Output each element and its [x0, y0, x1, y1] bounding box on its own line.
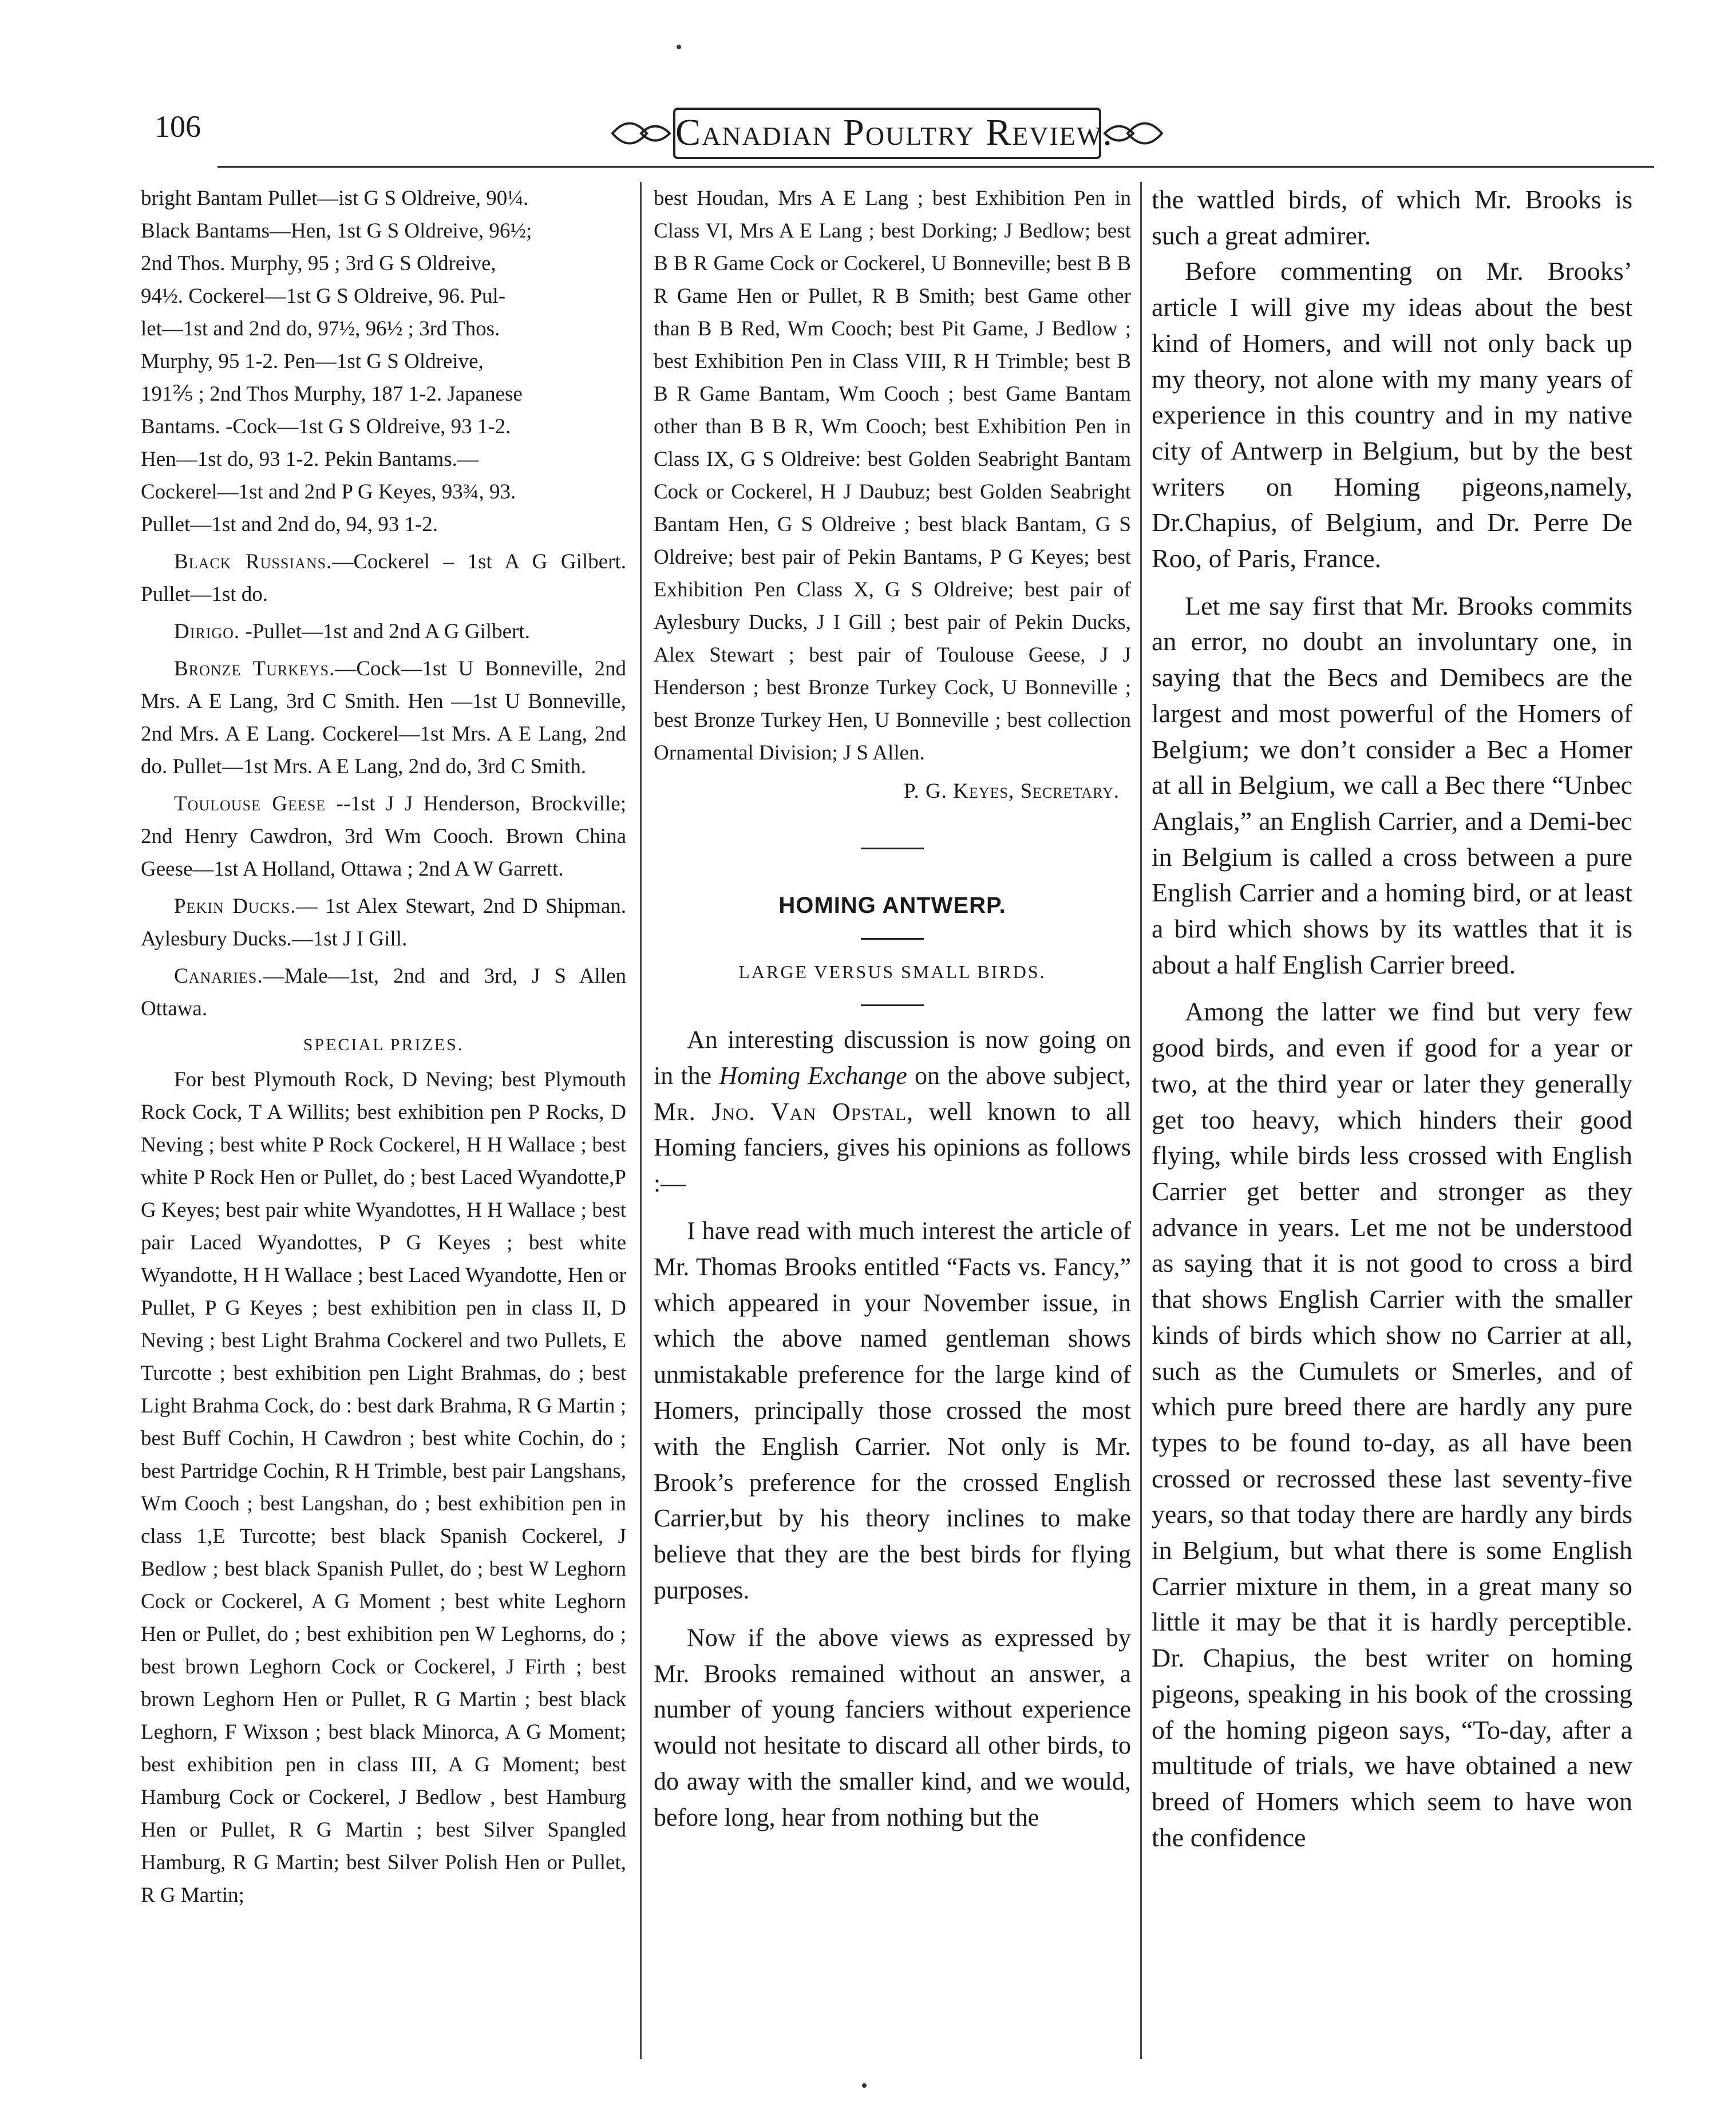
secretary-signature: P. G. Keyes, Secretary. [904, 779, 1120, 803]
bronze-turkeys-entry: Bronze Turkeys.—Cock—1st U Bonneville, 2nd Mrs. A E Lang, 3rd C Smith. Hen —1st U Bonneville, 2nd Mrs. A E Lang. Cockerel—1st Mrs. A E Lang, 2nd do. Pullet—1st Mrs. A E Lang, 2nd do, 3rd C Smith. [141, 657, 626, 778]
article-paragraph: Before commenting on Mr. Brooks’ article I will give my ideas about the best kind of Homers, and will not only back up my theory, not alone with my many years of experience in this country and in my native city of Antwerp in Belgium, but by the best writers on Homing pigeons,namely, Dr.Chapius, of Belgium, and Dr. Perre De Roo, of Paris, France. [1152, 256, 1632, 573]
toulouse-geese-entry: Toulouse Geese --1st J J Henderson, Brockville; 2nd Henry Cawdron, 3rd Wm Cooch. Brown China Geese—1st A Holland, Ottawa ; 2nd A W Garrett. [141, 792, 626, 881]
section-rule [861, 848, 924, 849]
subtitle-rule [861, 1004, 924, 1006]
section-heading: Pekin Ducks. [174, 895, 296, 918]
article-continued-column [1152, 182, 1632, 1855]
middle-column [654, 182, 1131, 1836]
article-subtitle: LARGE VERSUS SMALL BIRDS. [738, 961, 1046, 982]
special-prizes-list: For best Plymouth Rock, D Neving; best Plymouth Rock Cock, T A Willits; best exhibition pen P Rocks, D Neving ; best white P Rock Cockerel, H H Wallace ; best white P Rock Hen or Pullet, do ; best Laced Wyandotte,P G Keyes; best pair white Wyandottes, H H Wallace ; best pair Laced Wyandottes, P G Keyes ; best white Wyandotte, H H Wallace ; best Laced Wyandotte, Hen or Pullet, P G Keyes ; best exhibition pen in class II, D Neving ; best Light Brahma Cockerel and two Pullets, E Turcotte ; best exhibition pen Light Brahmas, do ; best Light Brahma Cock, do : best dark Brahma, R G Martin ; best Buff Cochin, H Cawdron ; best white Cochin, do ; best Partridge Cochin, R H Trimble, best pair Langshans, Wm Cooch ; best Langshan, do ; best exhibition pen in class 1,E Turcotte; best black Spanish Cockerel, J Bedlow ; best black Spanish Pullet, do ; best W Leghorn Cock or Cockerel, A G Moment ; best white Leghorn Hen or Pullet, do ; best exhibition pen W Leghorns, do ; best brown Leghorn Cock or Cockerel, J Firth ; best brown Leghorn Hen or Pullet, R G Martin ; best black Leghorn, F Wixson ; best black Minorca, A G Moment; best exhibition pen in class III, A G Moment; best Hamburg Cock or Cockerel, J Bedlow , best Hamburg Hen or Pullet, R G Martin ; best Silver Spangled Hamburg, R G Martin; best Silver Polish Hen or Pullet, R G Martin; [141, 1068, 626, 1907]
result-line: Black Bantams—Hen, 1st G S Oldreive, 96½; [141, 219, 532, 243]
special-prizes-continued: best Houdan, Mrs A E Lang ; best Exhibition Pen in Class VI, Mrs A E Lang ; best Dorking; J Bedlow; best B B R Game Cock or Cockerel, U Bonneville; best B B R Game Hen or Pullet, R B Smith; best Game other than B B Red, Wm Cooch; best Pit Game, J Bedlow ; best Exhibition Pen in Class VIII, R H Trimble; best B B R Game Bantam, Wm Cooch ; best Game Bantam other than B B R, Wm Cooch; best Exhibition Pen in Class IX, G S Oldreive: best Golden Seabright Bantam Cock or Cockerel, H J Daubuz; best Golden Seabright Bantam Hen, G S Oldreive ; best black Bantam, G S Oldreive; best pair of Pekin Bantams, P G Keyes; best Exhibition Pen Class X, G S Oldreive; best pair of Aylesbury Ducks, J I Gill ; best pair of Pekin Ducks, Alex Stewart ; best pair of Toulouse Geese, J J Henderson ; best Bronze Turkey Cock, U Bonneville ; best Bronze Turkey Hen, U Bonneville ; best collection Ornamental Division; J S Allen. [654, 187, 1131, 765]
margin-dot [862, 2083, 867, 2088]
column-divider [640, 182, 642, 2059]
article-paragraph: Among the latter we find but very few good birds, and even if good for a year or two, at the third year or later they generally get too heavy, which hinders their good flying, while birds less crossed with English Carrier get better and stronger as they advance in years. Let me not be understood as saying that it is not good to cross a bird that shows English Carrier with the smaller kinds of birds which show no Carrier at all, such as the Cumulets or Smerles, and of which pure breed there are hardly any pure types to be found to-day, as all have been crossed or recrossed these last seventy-five years, so that today there are hardly any birds in Belgium, but what there is some English Carrier mixture in them, in a great many so little it may be that it is hardly perceptible. Dr. Chapius, the best writer on homing pigeons, speaking in his book of the crossing of the homing pigeon says, “To-day, after a multitude of trials, we have obtained a new breed of Homers which seem to have won the confidence [1152, 997, 1632, 1852]
section-heading: Dirigo. [174, 620, 240, 643]
masthead-title: Canadian Poultry Review. [675, 112, 1113, 153]
result-line: 191⅖ ; 2nd Thos Murphy, 187 1-2. Japanese [141, 382, 523, 406]
header-rule [218, 166, 1654, 168]
section-heading: Toulouse Geese [174, 792, 326, 816]
article-title: HOMING ANTWERP. [778, 893, 1006, 918]
margin-dot [677, 45, 681, 49]
article-paragraph: An interesting discussion is now going on in the Homing Exchange on the above subject, Mr. Jno. Van Opstal, well known to all Homing fanciers, gives his opinions as follows :— [654, 1026, 1131, 1198]
special-prizes-heading: SPECIAL PRIZES. [303, 1035, 464, 1054]
article-paragraph: I have read with much interest the article of Mr. Thomas Brooks entitled “Facts vs. Fancy,” which appeared in your November issue, in which the above named gentleman shows unmistakable preference for the large kind of Homers, principally those crossed the most with the English Carrier. Not only is Mr. Brook’s preference for the crossed English Carrier,but by his theory inclines to make believe that they are the best birds for flying purposes. [654, 1216, 1131, 1604]
column-divider [1140, 182, 1142, 2059]
article-body [654, 1022, 1131, 1836]
section-heading: Canaries. [174, 964, 263, 988]
canaries-entry: Canaries.—Male—1st, 2nd and 3rd, J S Allen Ottawa. [141, 964, 626, 1020]
pekin-ducks-entry: Pekin Ducks.— 1st Alex Stewart, 2nd D Shipman. Aylesbury Ducks.—1st J I Gill. [141, 895, 626, 951]
article-paragraph: Let me say first that Mr. Brooks commits an error, no doubt an involuntary one, in saying that the Becs and Demibecs are the largest and most powerful of the Homers of Belgium; we don’t consider a Bec a Homer at all in Belgium, we call a Bec there “Unbec Anglais,” an English Carrier, and a Demi-bec in Belgium is called a cross between a pure English Carrier and a homing bird, or at least a bird which shows by its wattles that it is about a half English Carrier breed. [1152, 591, 1632, 979]
result-line: 94½. Cockerel—1st G S Oldreive, 96. Pul- [141, 284, 506, 308]
result-line: Murphy, 95 1-2. Pen—1st G S Oldreive, [141, 350, 484, 373]
section-heading: Black Russians. [174, 550, 333, 573]
masthead [607, 102, 1168, 165]
prize-list-column [141, 182, 626, 1912]
result-line: let—1st and 2nd do, 97½, 96½ ; 3rd Thos. [141, 317, 500, 341]
result-line: bright Bantam Pullet—ist G S Oldreive, 90¼. [141, 187, 529, 210]
result-line: Bantams. -Cock—1st G S Oldreive, 93 1-2. [141, 415, 511, 438]
article-paragraph: Now if the above views as expressed by Mr. Brooks remained without an answer, a number of young fanciers without experience would not hesitate to discard all other birds, to do away with the smaller kind, and we would, before long, hear from nothing but the [654, 1623, 1131, 1831]
result-line: 2nd Thos. Murphy, 95 ; 3rd G S Oldreive, [141, 252, 496, 275]
page-number: 106 [155, 109, 201, 144]
bantam-results [141, 182, 626, 541]
article-paragraph: the wattled birds, of which Mr. Brooks is such a great admirer. [1152, 185, 1632, 250]
dirigo-entry: Dirigo. -Pullet—1st and 2nd A G Gilbert. [174, 620, 530, 643]
title-rule [861, 938, 924, 940]
result-line: Cockerel—1st and 2nd P G Keyes, 93¾, 93. [141, 480, 516, 504]
section-heading: Bronze Turkeys. [174, 657, 335, 680]
black-russians-entry: Black Russians.—Cockerel – 1st A G Gilbert. Pullet—1st do. [141, 550, 626, 606]
result-line: Pullet—1st and 2nd do, 94, 93 1-2. [141, 513, 438, 536]
result-line: Hen—1st do, 93 1-2. Pekin Bantams.— [141, 448, 479, 471]
